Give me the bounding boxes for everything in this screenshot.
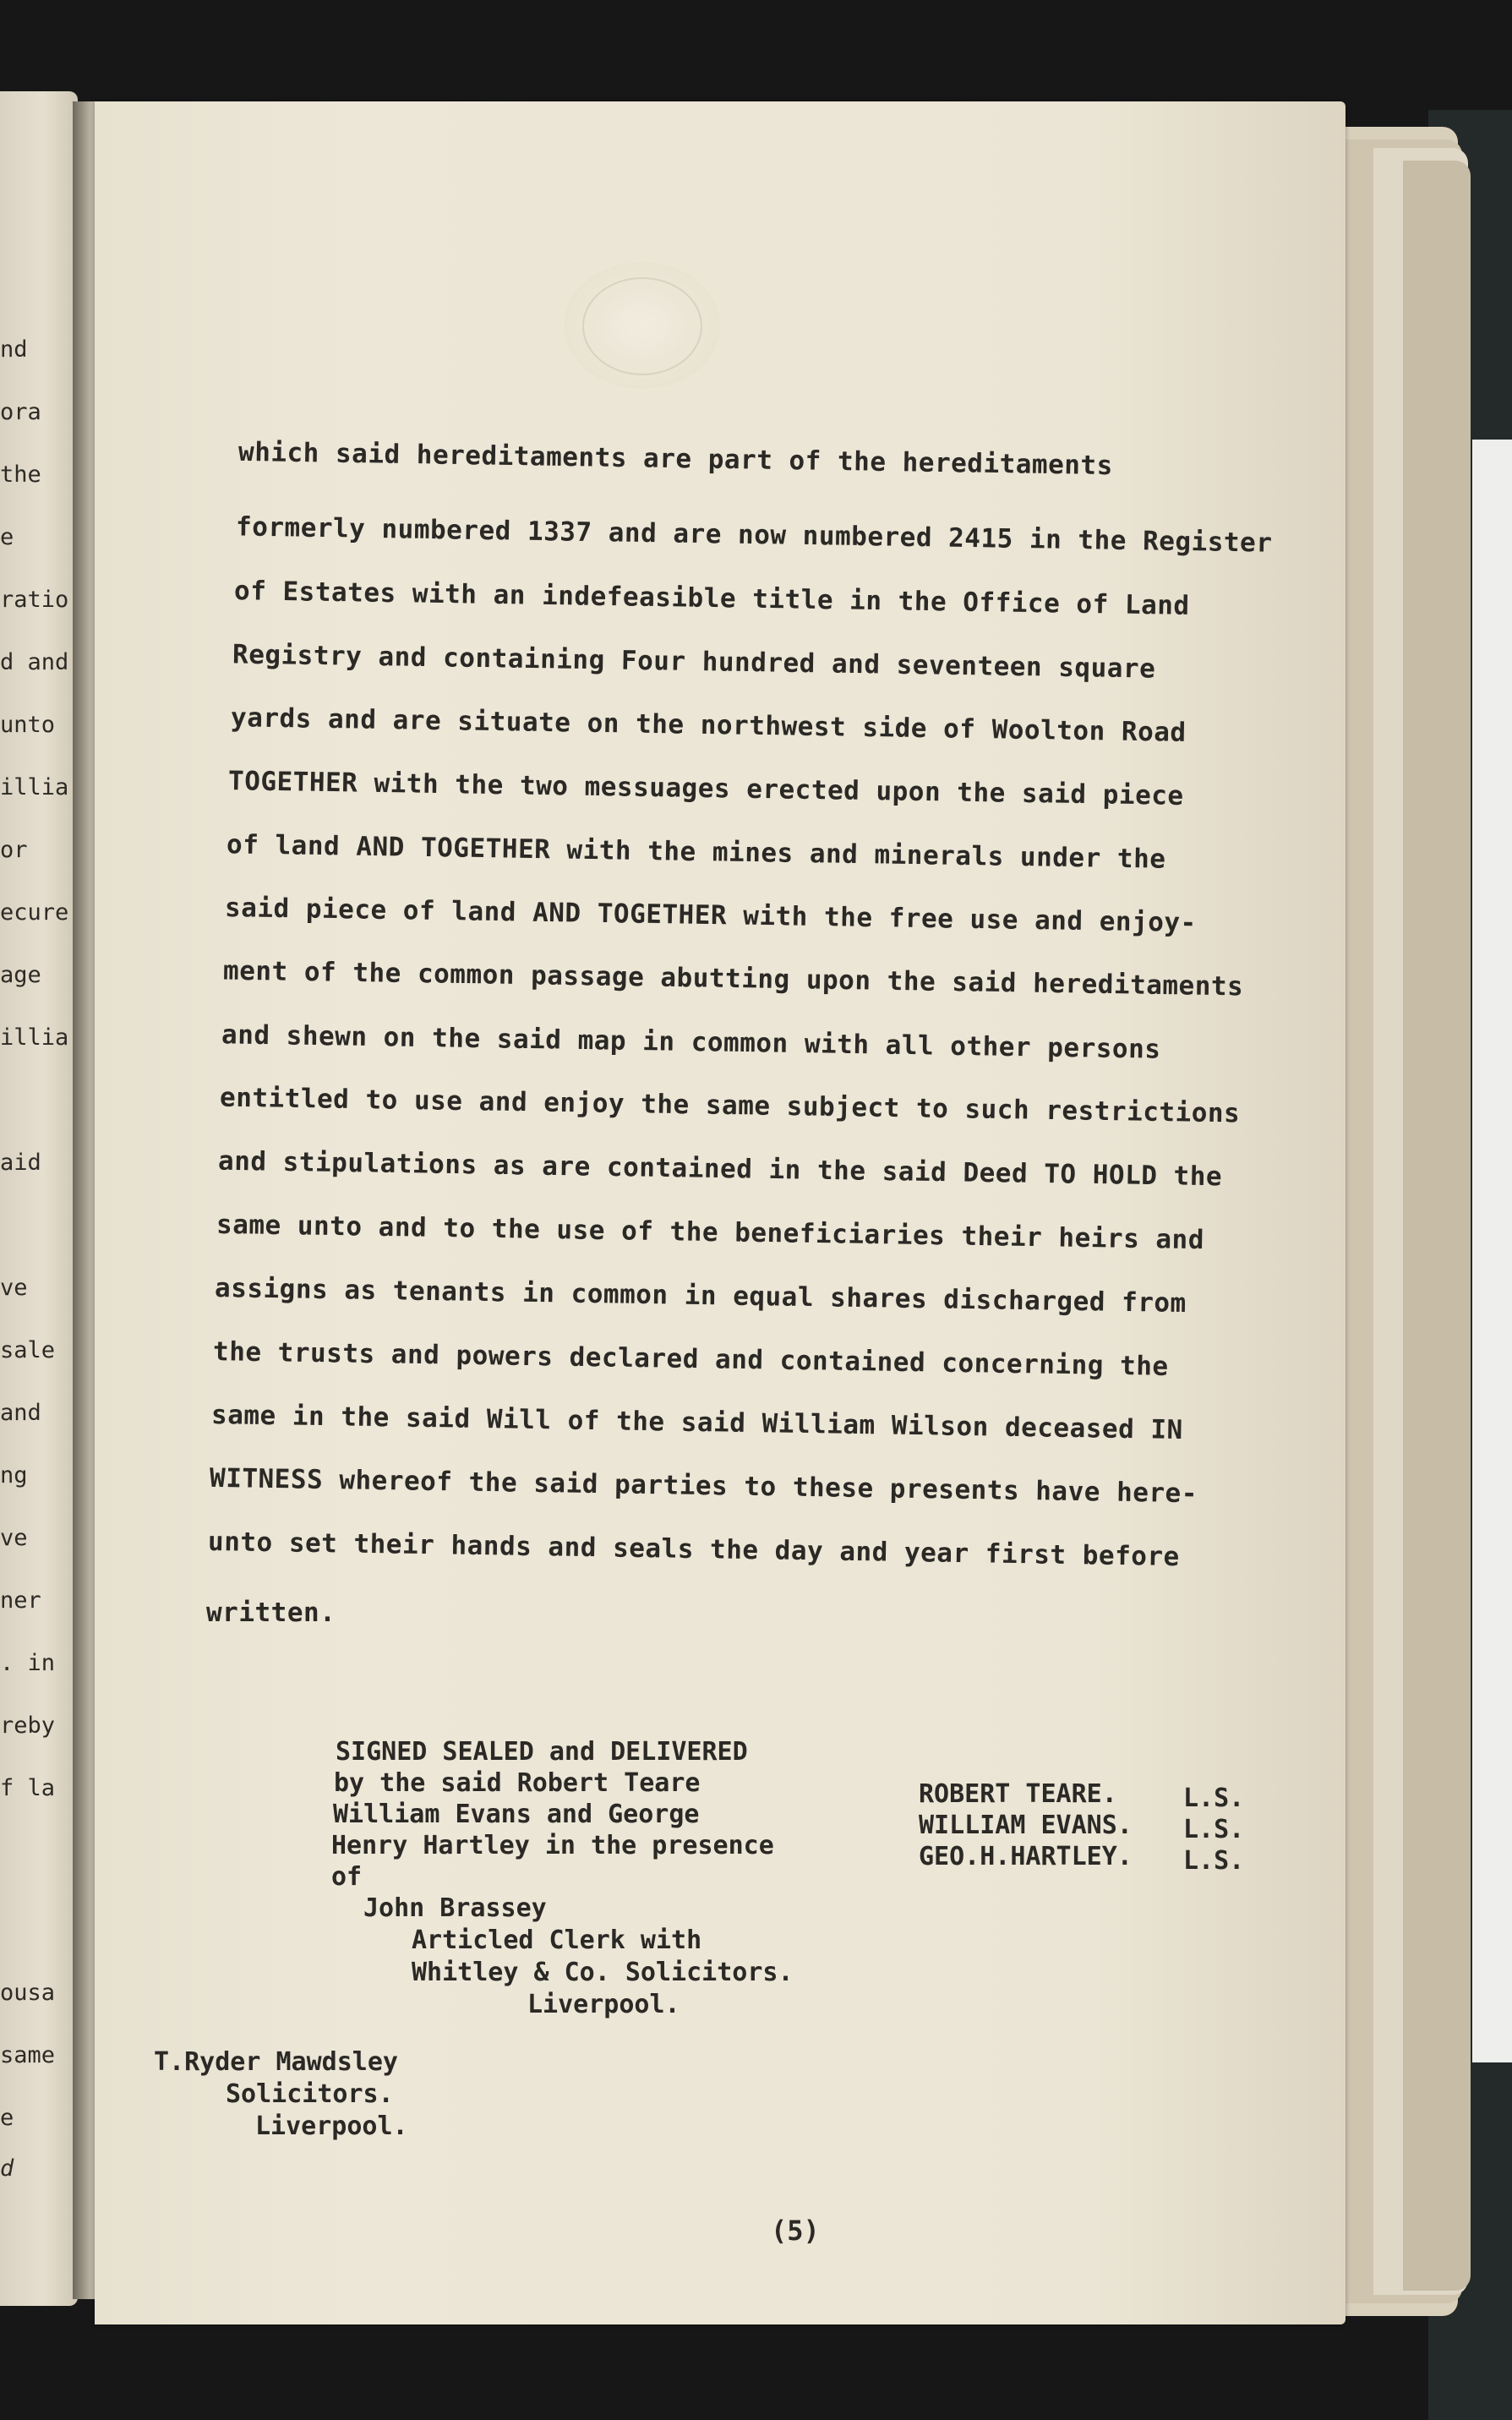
- left-page-edge: [0, 91, 78, 2306]
- left-page-fragment: and: [0, 1400, 41, 1426]
- embossed-seal-icon: [564, 262, 720, 389]
- left-page-fragment: . in: [0, 1650, 56, 1676]
- deed-line: assigns as tenants in common in equal shares discharged from: [214, 1272, 1187, 1319]
- seal-mark: L.S.: [1183, 1846, 1245, 1876]
- seal-mark: L.S.: [1183, 1784, 1245, 1813]
- attestation-line: William Evans and George: [333, 1800, 700, 1829]
- solicitor-line: Liverpool.: [255, 2111, 408, 2141]
- left-page-fragment: illia: [0, 1024, 69, 1051]
- deed-line: formerly numbered 1337 and are now numbered 2415 in the Register: [235, 511, 1273, 559]
- deed-line: the trusts and powers declared and contained concerning the: [212, 1336, 1169, 1382]
- witness-line: John Brassey: [363, 1893, 547, 1923]
- left-page-fragment: unto: [0, 712, 56, 738]
- left-page-fragment: ner: [0, 1587, 41, 1614]
- attestation-line: SIGNED SEALED and DELIVERED: [336, 1737, 748, 1767]
- deed-line: same in the said Will of the said William Wilson deceased IN: [210, 1399, 1184, 1446]
- solicitor-line: Solicitors.: [226, 2079, 394, 2109]
- witness-line: Liverpool.: [527, 1990, 680, 2019]
- left-page-fragment: or: [0, 837, 28, 863]
- deed-line: WITNESS whereof the said parties to these presents have here-: [209, 1462, 1198, 1510]
- attestation-line: by the said Robert Teare: [334, 1768, 701, 1798]
- left-page-fragment: reby: [0, 1713, 56, 1739]
- left-page-fragment: illia: [0, 774, 69, 800]
- witness-line: Articled Clerk with: [412, 1926, 702, 1955]
- deed-line: of land AND TOGETHER with the mines and minerals under the: [226, 829, 1166, 875]
- deed-line: of Estates with an indefeasible title in the Office of Land: [233, 576, 1190, 621]
- deed-line: said piece of land AND TOGETHER with the free use and enjoy-: [224, 892, 1198, 939]
- left-page-fragment: nd: [0, 336, 28, 363]
- left-page-fragment: f la: [0, 1775, 56, 1801]
- seal-mark: L.S.: [1183, 1815, 1245, 1844]
- deed-line: TOGETHER with the two messuages erected upon the said piece: [227, 766, 1184, 811]
- background-strip: [1472, 440, 1512, 2062]
- left-page-fragment: d and: [0, 649, 69, 675]
- page-edges: [1403, 161, 1471, 2291]
- left-page-fragment: d: [0, 2155, 14, 2182]
- left-page-fragment: ousa: [0, 1980, 56, 2006]
- left-page-fragment: age: [0, 962, 41, 988]
- solicitor-line: T.Ryder Mawdsley: [154, 2047, 398, 2077]
- signatory-name: WILLIAM EVANS.: [919, 1811, 1133, 1840]
- deed-line: same unto and to the use of the beneficiaries their heirs and: [216, 1209, 1205, 1256]
- deed-line: yards and are situate on the northwest side of Woolton Road: [230, 702, 1187, 748]
- signatory-name: GEO.H.HARTLEY.: [919, 1842, 1133, 1871]
- deed-line: and shewn on the said map in common with all other persons: [221, 1019, 1161, 1065]
- left-page-fragment: ratio: [0, 587, 69, 613]
- left-page-fragment: ve: [0, 1275, 28, 1301]
- deed-line: ment of the common passage abutting upon the said hereditaments: [222, 955, 1244, 1002]
- left-page-fragment: same: [0, 2042, 56, 2068]
- left-page-fragment: e: [0, 2105, 14, 2131]
- deed-line: which said hereditaments are part of the hereditaments: [237, 436, 1114, 482]
- page-number: (5): [771, 2215, 820, 2247]
- left-page-fragment: ng: [0, 1462, 28, 1489]
- witness-line: Whitley & Co. Solicitors.: [412, 1958, 794, 1987]
- deed-line: written.: [206, 1598, 336, 1628]
- signatory-name: ROBERT TEARE.: [919, 1779, 1117, 1809]
- left-page-fragment: sale: [0, 1337, 56, 1363]
- left-page-fragment: ve: [0, 1525, 28, 1551]
- deed-line: Registry and containing Four hundred and seventeen square: [232, 639, 1156, 685]
- left-page-fragment: ora: [0, 399, 41, 425]
- left-page-fragment: e: [0, 524, 14, 550]
- left-page-fragment: the: [0, 462, 41, 488]
- left-page-fragment: aid: [0, 1150, 41, 1176]
- attestation-line: Henry Hartley in the presence: [331, 1831, 774, 1860]
- left-page-fragment: ecure: [0, 899, 69, 926]
- attestation-line: of: [331, 1862, 363, 1892]
- deed-line: entitled to use and enjoy the same subject to such restrictions: [219, 1082, 1241, 1129]
- deed-line: and stipulations as are contained in the said Deed TO HOLD the: [217, 1145, 1223, 1193]
- deed-line: unto set their hands and seals the day and year first before: [207, 1526, 1181, 1573]
- deed-page: [95, 101, 1346, 2324]
